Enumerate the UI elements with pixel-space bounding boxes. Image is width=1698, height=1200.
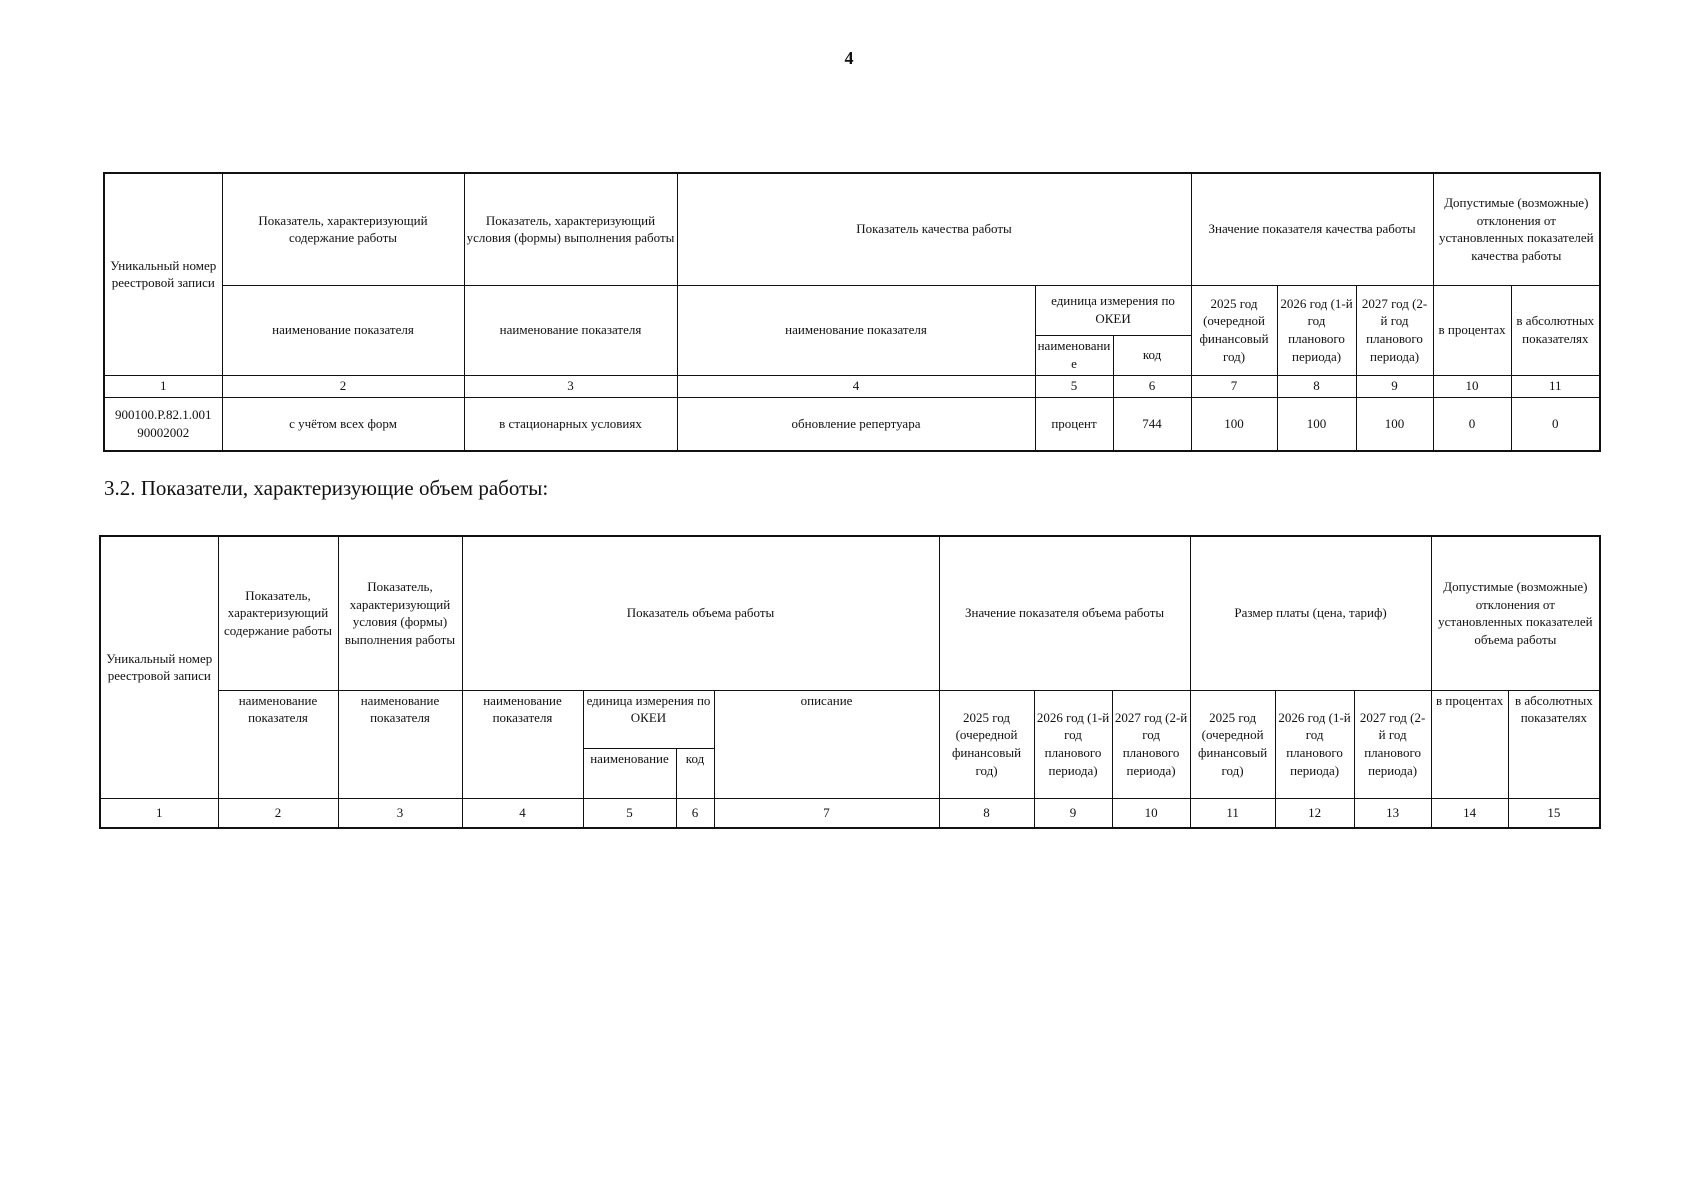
cell-deviation-percent: 0	[1433, 397, 1511, 451]
header-volume-indicator: Показатель объема работы	[462, 536, 939, 690]
column-number: 4	[462, 798, 583, 828]
column-number: 12	[1275, 798, 1354, 828]
subheader-deviation-absolute: в абсолютных показателях	[1508, 690, 1600, 798]
column-number: 2	[218, 798, 338, 828]
column-number: 1	[104, 375, 222, 397]
header-quality-indicator: Показатель качества работы	[677, 173, 1191, 285]
subheader-volume-2025: 2025 год (очередной финансовый год)	[939, 690, 1034, 798]
cell-registry-number: 900100.Р.82.1.001 90002002	[104, 397, 222, 451]
column-number: 10	[1433, 375, 1511, 397]
subheader-description: описание	[714, 690, 939, 798]
column-number: 5	[1035, 375, 1113, 397]
cell-deviation-absolute: 0	[1511, 397, 1600, 451]
subheader-fee-2026: 2026 год (1-й год планового периода)	[1275, 690, 1354, 798]
subheader-unit-code: код	[1113, 335, 1191, 375]
subheader-quality-name: наименование показателя	[677, 285, 1035, 375]
header-allowed-deviation: Допустимые (возможные) отклонения от установленных показателей качества работы	[1433, 173, 1600, 285]
subheader-unit-code: код	[676, 748, 714, 798]
header-content-indicator: Показатель, характеризующий содержание работы	[222, 173, 464, 285]
header-volume-value: Значение показателя объема работы	[939, 536, 1190, 690]
cell-quality-name: обновление репертуара	[677, 397, 1035, 451]
subheader-unit-name: наименование	[583, 748, 676, 798]
page-number: 4	[844, 48, 854, 68]
subheader-conditions-name: наименование показателя	[338, 690, 462, 798]
column-number: 14	[1431, 798, 1508, 828]
section-title: 3.2. Показатели, характеризующие объем работы:	[104, 476, 549, 500]
table-row	[104, 397, 1600, 451]
subheader-volume-2026: 2026 год (1-й год планового периода)	[1034, 690, 1112, 798]
cell-content: с учётом всех форм	[222, 397, 464, 451]
subheader-volume-name: наименование показателя	[462, 690, 583, 798]
subheader-content-name: наименование показателя	[218, 690, 338, 798]
column-number: 8	[939, 798, 1034, 828]
subheader-year-2026: 2026 год (1-й год планового периода)	[1277, 285, 1356, 375]
subheader-deviation-absolute: в абсолютных показателях	[1511, 285, 1600, 375]
column-number: 5	[583, 798, 676, 828]
cell-value-2025: 100	[1191, 397, 1277, 451]
subheader-year-2027: 2027 год (2-й год планового периода)	[1356, 285, 1433, 375]
column-number: 8	[1277, 375, 1356, 397]
column-number: 9	[1034, 798, 1112, 828]
column-number: 6	[676, 798, 714, 828]
cell-unit-name: процент	[1035, 397, 1113, 451]
subheader-volume-2027: 2027 год (2-й год планового периода)	[1112, 690, 1190, 798]
subheader-unit-name: наименование	[1035, 335, 1113, 375]
header-quality-value: Значение показателя качества работы	[1191, 173, 1433, 285]
column-number: 15	[1508, 798, 1600, 828]
header-allowed-deviation: Допустимые (возможные) отклонения от установленных показателей объема работы	[1431, 536, 1600, 690]
subheader-deviation-percent: в процентах	[1433, 285, 1511, 375]
column-number: 2	[222, 375, 464, 397]
cell-unit-code: 744	[1113, 397, 1191, 451]
header-content-indicator: Показатель, характеризующий содержание работы	[218, 536, 338, 690]
column-number: 4	[677, 375, 1035, 397]
cell-value-2027: 100	[1356, 397, 1433, 451]
column-number: 11	[1190, 798, 1275, 828]
header-conditions-indicator: Показатель, характеризующий условия (формы) выполнения работы	[464, 173, 677, 285]
column-number: 10	[1112, 798, 1190, 828]
subheader-deviation-percent: в процентах	[1431, 690, 1508, 798]
column-number: 3	[338, 798, 462, 828]
header-registry-number: Уникальный номер реестровой записи	[100, 536, 218, 798]
header-conditions-indicator: Показатель, характеризующий условия (формы) выполнения работы	[338, 536, 462, 690]
header-registry-number: Уникальный номер реестровой записи	[104, 173, 222, 375]
column-number: 9	[1356, 375, 1433, 397]
column-number: 11	[1511, 375, 1600, 397]
column-number: 7	[714, 798, 939, 828]
subheader-fee-2025: 2025 год (очередной финансовый год)	[1190, 690, 1275, 798]
column-number: 13	[1354, 798, 1431, 828]
subheader-content-name: наименование показателя	[222, 285, 464, 375]
subheader-year-2025: 2025 год (очередной финансовый год)	[1191, 285, 1277, 375]
cell-value-2026: 100	[1277, 397, 1356, 451]
header-fee: Размер платы (цена, тариф)	[1190, 536, 1431, 690]
column-number: 7	[1191, 375, 1277, 397]
column-number: 6	[1113, 375, 1191, 397]
subheader-conditions-name: наименование показателя	[464, 285, 677, 375]
cell-conditions: в стационарных условиях	[464, 397, 677, 451]
column-number: 3	[464, 375, 677, 397]
volume-indicators-table	[99, 535, 1601, 829]
subheader-unit-okei: единица измерения по ОКЕИ	[583, 690, 714, 748]
subheader-unit-okei: единица измерения по ОКЕИ	[1035, 285, 1191, 335]
quality-indicators-table	[103, 172, 1601, 452]
column-number: 1	[100, 798, 218, 828]
subheader-fee-2027: 2027 год (2-й год планового периода)	[1354, 690, 1431, 798]
